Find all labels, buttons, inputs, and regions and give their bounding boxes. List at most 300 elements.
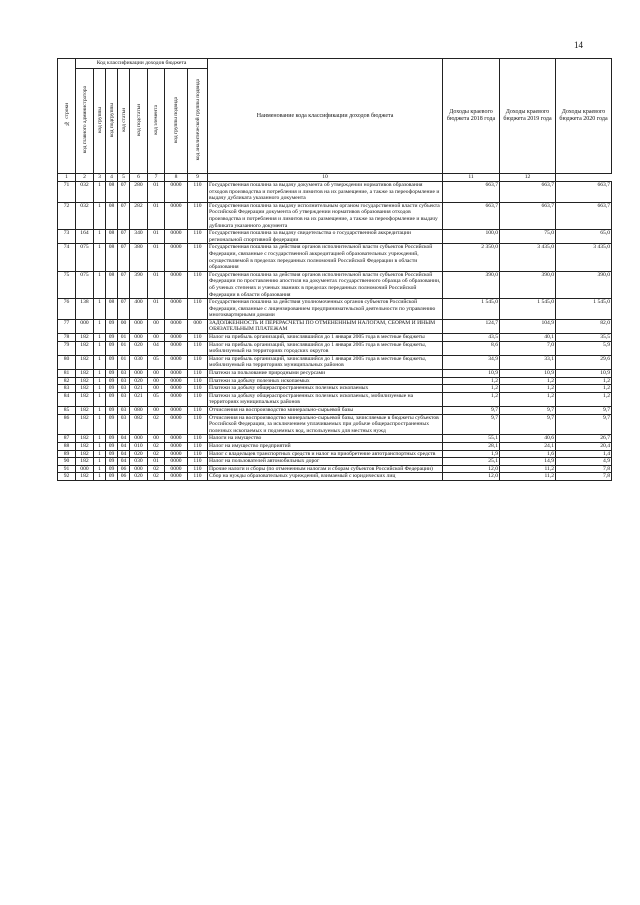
value-2018: 663,7: [443, 182, 500, 203]
value-2020: 663,7: [556, 182, 612, 203]
column-number: 9: [188, 174, 208, 182]
code-cell: 02: [148, 414, 165, 435]
code-cell: 110: [188, 465, 208, 473]
table-row: [58, 442, 612, 450]
code-cell: 07: [118, 202, 130, 229]
code-cell: 02: [148, 442, 165, 450]
code-cell: 09: [106, 319, 118, 333]
value-2019: 1,6: [500, 450, 556, 458]
code-cell: 0000: [165, 385, 188, 393]
value-2018: 28,1: [443, 442, 500, 450]
code-cell: 030: [130, 458, 148, 466]
value-2020: 35,5: [556, 334, 612, 342]
code-cell: 110: [188, 442, 208, 450]
code-cell: 0000: [165, 473, 188, 481]
code-cell: 110: [188, 414, 208, 435]
code-cell: 0000: [165, 334, 188, 342]
table-row: [58, 271, 612, 298]
code-cell: 182: [76, 355, 94, 369]
table-row: [58, 244, 612, 271]
row-name: Государственная пошлина за выдачу исполнительным органом государственной власти субъекта Российской Федерации документа об утверждении нормативов образования отходов производства и потребления и лимитов на их размещение, а также за переоформление и выдачу дубликата указанного документа: [208, 202, 443, 229]
code-cell: 110: [188, 473, 208, 481]
code-cell: 0000: [165, 182, 188, 203]
code-cell: 0000: [165, 435, 188, 443]
code-cell: 0000: [165, 377, 188, 385]
code-cell: 07: [118, 271, 130, 298]
code-cell: 110: [188, 385, 208, 393]
code-cell: 164: [76, 230, 94, 244]
row-number: 86: [58, 414, 76, 435]
code-cell: 182: [76, 414, 94, 435]
code-cell: 09: [106, 355, 118, 369]
code-cell: 182: [76, 473, 94, 481]
code-cell: 021: [130, 392, 148, 406]
value-2018: 1,9: [443, 450, 500, 458]
code-cell: 09: [106, 370, 118, 378]
row-name: Налог на пользователей автомобильных дорог: [208, 458, 443, 466]
row-number: 74: [58, 244, 76, 271]
code-cell: 1: [94, 299, 106, 320]
code-cell: 03: [118, 414, 130, 435]
column-number: 2: [76, 174, 94, 182]
value-2020: 390,0: [556, 271, 612, 298]
table-row: [58, 334, 612, 342]
code-cell: 110: [188, 341, 208, 355]
header-code-5: код подстатьи: [130, 69, 148, 174]
code-cell: 110: [188, 182, 208, 203]
value-2019: 11,2: [500, 473, 556, 481]
value-2018: 9,7: [443, 407, 500, 415]
code-cell: 04: [118, 458, 130, 466]
code-cell: 110: [188, 450, 208, 458]
code-cell: 000: [130, 319, 148, 333]
value-2020: 1 545,0: [556, 299, 612, 320]
value-2020: 1,4: [556, 450, 612, 458]
code-cell: 000: [130, 370, 148, 378]
code-cell: 000: [130, 435, 148, 443]
row-name: Государственная пошлина за действия органов исполнительной власти субъектов Российской Федерации, связанные с государственной аккредитацией образовательных учреждений, осуществляемой в пределах переданных полномочий Российской Федерации в области образования: [208, 244, 443, 271]
row-name: Налог на имущество предприятий: [208, 442, 443, 450]
code-cell: 110: [188, 230, 208, 244]
code-cell: 01: [148, 230, 165, 244]
page-number: 14: [574, 40, 583, 50]
value-2018: 8,6: [443, 341, 500, 355]
table-row: [58, 370, 612, 378]
row-name: Налог с владельцев транспортных средств и налог на приобретение автотранспортных средств: [208, 450, 443, 458]
value-2019: 1,2: [500, 392, 556, 406]
row-name: Платежи за добычу полезных ископаемых: [208, 377, 443, 385]
value-2019: 663,7: [500, 202, 556, 229]
table-row: [58, 392, 612, 406]
header-code-7: код группы подвида: [165, 69, 188, 174]
value-2018: 10,9: [443, 370, 500, 378]
row-number: 87: [58, 435, 76, 443]
code-cell: 110: [188, 271, 208, 298]
code-cell: 1: [94, 341, 106, 355]
code-cell: 1: [94, 271, 106, 298]
row-number: 78: [58, 334, 76, 342]
row-name: Государственная пошлина за действия органов исполнительной власти субъектов Российской Федерации по проставлению апостиля на документах государственного образца об образовании, об ученых степенях и ученых званиях в пределах переданных полномочий Российской Федерации в области образования: [208, 271, 443, 298]
value-2019: 7,0: [500, 341, 556, 355]
value-2020: 4,9: [556, 458, 612, 466]
code-cell: 06: [118, 473, 130, 481]
code-cell: 000: [76, 465, 94, 473]
code-cell: 0000: [165, 392, 188, 406]
code-cell: 1: [94, 414, 106, 435]
value-2020: 1,2: [556, 377, 612, 385]
header-row-number: № строки: [58, 59, 76, 174]
row-name: Государственная пошлина за выдачу документа об утверждении нормативов образования отходов производства и потребления и лимитов на их размещение, а также за переоформление и выдачу дубликата указанного документа: [208, 182, 443, 203]
code-cell: 01: [118, 355, 130, 369]
value-2020: 26,7: [556, 435, 612, 443]
code-cell: 110: [188, 392, 208, 406]
code-cell: 01: [148, 271, 165, 298]
table-row: [58, 319, 612, 333]
value-2020: 663,7: [556, 202, 612, 229]
row-name: Отчисления на воспроизводство минерально-сырьевой базы: [208, 407, 443, 415]
code-cell: 1: [94, 377, 106, 385]
code-cell: 1: [94, 334, 106, 342]
code-cell: 09: [106, 392, 118, 406]
column-number: 1: [58, 174, 76, 182]
code-cell: 1: [94, 230, 106, 244]
row-number: 92: [58, 473, 76, 481]
code-cell: 01: [148, 202, 165, 229]
row-number: 83: [58, 385, 76, 393]
table-row: [58, 182, 612, 203]
code-cell: 0000: [165, 271, 188, 298]
code-cell: 04: [118, 442, 130, 450]
code-cell: 110: [188, 435, 208, 443]
value-2020: 1,2: [556, 385, 612, 393]
row-name: Налог на прибыль организаций, зачислявшийся до 1 января 2005 года в местные бюджеты, мобилизуемый на территориях муниципальных районов: [208, 355, 443, 369]
code-cell: 0000: [165, 319, 188, 333]
value-2019: 104,9: [500, 319, 556, 333]
code-cell: 110: [188, 458, 208, 466]
code-cell: 01: [148, 299, 165, 320]
column-number: 6: [130, 174, 148, 182]
code-cell: 0000: [165, 465, 188, 473]
code-cell: 182: [76, 435, 94, 443]
code-cell: 03: [118, 370, 130, 378]
code-cell: 182: [76, 392, 94, 406]
code-cell: 09: [106, 473, 118, 481]
code-cell: 03: [118, 407, 130, 415]
code-cell: 390: [130, 271, 148, 298]
header-code-group: Код классификации доходов бюджета: [76, 59, 208, 69]
code-cell: 09: [106, 435, 118, 443]
value-2018: 100,0: [443, 230, 500, 244]
table-row: [58, 473, 612, 481]
code-cell: 110: [188, 244, 208, 271]
code-cell: 04: [118, 450, 130, 458]
code-cell: 01: [148, 244, 165, 271]
row-number: 72: [58, 202, 76, 229]
code-cell: 1: [94, 244, 106, 271]
header-code-3: код подгруппы: [106, 69, 118, 174]
value-2018: 1 545,0: [443, 299, 500, 320]
value-2019: 663,7: [500, 182, 556, 203]
code-cell: 03: [118, 385, 130, 393]
column-number: 4: [106, 174, 118, 182]
budget-revenue-table: [57, 58, 612, 481]
code-cell: 182: [76, 385, 94, 393]
code-cell: 09: [106, 407, 118, 415]
code-cell: 00: [148, 435, 165, 443]
column-number: 3: [94, 174, 106, 182]
row-number: 91: [58, 465, 76, 473]
code-cell: 1: [94, 182, 106, 203]
value-2018: 9,7: [443, 414, 500, 435]
value-2018: 12,0: [443, 465, 500, 473]
header-name: Наименование кода классификации доходов бюджета: [208, 59, 443, 174]
table-row: [58, 450, 612, 458]
code-cell: 08: [106, 202, 118, 229]
code-cell: 0000: [165, 458, 188, 466]
value-2020: 9,7: [556, 407, 612, 415]
row-number: 82: [58, 377, 76, 385]
value-2018: 390,0: [443, 271, 500, 298]
code-cell: 032: [76, 182, 94, 203]
value-2020: 82,0: [556, 319, 612, 333]
code-cell: 08: [106, 182, 118, 203]
code-cell: 00: [148, 377, 165, 385]
row-number: 88: [58, 442, 76, 450]
row-number: 73: [58, 230, 76, 244]
value-2020: 7,8: [556, 473, 612, 481]
code-cell: 01: [148, 182, 165, 203]
code-cell: 01: [148, 458, 165, 466]
code-cell: 000: [188, 319, 208, 333]
value-2020: 1,2: [556, 392, 612, 406]
column-number: 11: [443, 174, 500, 182]
header-code-4: код статьи: [118, 69, 130, 174]
table-row: [58, 230, 612, 244]
code-cell: 182: [76, 341, 94, 355]
value-2019: 11,2: [500, 465, 556, 473]
code-cell: 09: [106, 414, 118, 435]
code-cell: 0000: [165, 450, 188, 458]
code-cell: 02: [148, 473, 165, 481]
code-cell: 09: [106, 442, 118, 450]
row-number: 71: [58, 182, 76, 203]
value-2020: 10,9: [556, 370, 612, 378]
header-code-8: код аналитической группы подвида: [188, 69, 208, 174]
value-2020: 7,8: [556, 465, 612, 473]
code-cell: 09: [106, 465, 118, 473]
code-cell: 07: [118, 244, 130, 271]
value-2018: 663,7: [443, 202, 500, 229]
value-2020: 65,0: [556, 230, 612, 244]
table-row: [58, 414, 612, 435]
code-cell: 1: [94, 355, 106, 369]
header-year-2018: Доходы краевого бюджета 2018 года: [443, 59, 500, 174]
value-2018: 1,2: [443, 385, 500, 393]
code-cell: 08: [106, 299, 118, 320]
code-cell: 01: [118, 334, 130, 342]
value-2020: 5,9: [556, 341, 612, 355]
code-cell: 138: [76, 299, 94, 320]
code-cell: 182: [76, 377, 94, 385]
code-cell: 0000: [165, 230, 188, 244]
value-2018: 12,0: [443, 473, 500, 481]
code-cell: 280: [130, 182, 148, 203]
column-number: 12: [500, 174, 556, 182]
value-2019: 9,7: [500, 407, 556, 415]
code-cell: 00: [148, 334, 165, 342]
code-cell: 380: [130, 244, 148, 271]
code-cell: 110: [188, 299, 208, 320]
code-cell: 1: [94, 442, 106, 450]
code-cell: 05: [148, 355, 165, 369]
code-cell: 182: [76, 407, 94, 415]
column-number: 8: [165, 174, 188, 182]
code-cell: 0000: [165, 442, 188, 450]
code-cell: 01: [118, 341, 130, 355]
code-cell: 030: [130, 355, 148, 369]
value-2020: 3 435,0: [556, 244, 612, 271]
value-2020: 20,4: [556, 442, 612, 450]
code-cell: 182: [76, 458, 94, 466]
code-cell: 00: [148, 319, 165, 333]
row-name: Платежи за пользование природными ресурсами: [208, 370, 443, 378]
code-cell: 0000: [165, 407, 188, 415]
code-cell: 282: [130, 202, 148, 229]
column-number: 5: [118, 174, 130, 182]
row-name: Государственная пошлина за выдачу свидетельства о государственной аккредитации региональной спортивной федерации: [208, 230, 443, 244]
code-cell: 0000: [165, 244, 188, 271]
value-2019: 24,1: [500, 442, 556, 450]
value-2018: 124,7: [443, 319, 500, 333]
code-cell: 000: [130, 465, 148, 473]
code-cell: 182: [76, 450, 94, 458]
code-cell: 09: [106, 450, 118, 458]
row-number: 89: [58, 450, 76, 458]
code-cell: 09: [106, 341, 118, 355]
value-2019: 40,6: [500, 435, 556, 443]
code-cell: 1: [94, 370, 106, 378]
code-cell: 1: [94, 392, 106, 406]
code-cell: 182: [76, 442, 94, 450]
row-name: Государственная пошлина за действия уполномоченных органов субъектов Российской Федерации, связанные с лицензированием предпринимательской деятельности по управлению многоквартирными домами: [208, 299, 443, 320]
value-2019: 390,0: [500, 271, 556, 298]
row-number: 75: [58, 271, 76, 298]
code-cell: 08: [106, 230, 118, 244]
row-number: 80: [58, 355, 76, 369]
code-cell: 1: [94, 319, 106, 333]
code-cell: 000: [76, 319, 94, 333]
code-cell: 0000: [165, 370, 188, 378]
table-row: [58, 341, 612, 355]
value-2019: 33,1: [500, 355, 556, 369]
code-cell: 010: [130, 442, 148, 450]
code-cell: 02: [148, 450, 165, 458]
value-2019: 3 435,0: [500, 244, 556, 271]
value-2019: 40,1: [500, 334, 556, 342]
value-2018: 55,1: [443, 435, 500, 443]
code-cell: 00: [148, 370, 165, 378]
row-name: Платежи за добычу общераспространенных полезных ископаемых, мобилизуемые на территориях муниципальных районов: [208, 392, 443, 406]
value-2018: 1,2: [443, 392, 500, 406]
code-cell: 110: [188, 202, 208, 229]
code-cell: 075: [76, 244, 94, 271]
code-cell: 1: [94, 407, 106, 415]
code-cell: 075: [76, 271, 94, 298]
code-cell: 110: [188, 407, 208, 415]
row-name: Прочие налоги и сборы (по отмененным налогам и сборам субъектов Российской Федерации): [208, 465, 443, 473]
code-cell: 07: [118, 299, 130, 320]
code-cell: 020: [130, 377, 148, 385]
code-cell: 1: [94, 465, 106, 473]
table-row: [58, 465, 612, 473]
code-cell: 032: [76, 202, 94, 229]
row-name: Налоги на имущество: [208, 435, 443, 443]
value-2018: 2 350,0: [443, 244, 500, 271]
value-2019: 9,7: [500, 414, 556, 435]
code-cell: 1: [94, 450, 106, 458]
table-row: [58, 202, 612, 229]
column-number: 7: [148, 174, 165, 182]
row-number: 77: [58, 319, 76, 333]
table-row: [58, 458, 612, 466]
code-cell: 082: [130, 414, 148, 435]
code-cell: 340: [130, 230, 148, 244]
code-cell: 08: [106, 244, 118, 271]
code-cell: 09: [106, 334, 118, 342]
code-cell: 05: [148, 392, 165, 406]
value-2019: 10,9: [500, 370, 556, 378]
row-number: 84: [58, 392, 76, 406]
row-name: Налог на прибыль организаций, зачислявшийся до 1 января 2005 года в местные бюджеты, мобилизуемый на территориях городских округов: [208, 341, 443, 355]
value-2019: 1,2: [500, 385, 556, 393]
code-cell: 1: [94, 473, 106, 481]
row-number: 81: [58, 370, 76, 378]
code-cell: 0000: [165, 299, 188, 320]
row-name: ЗАДОЛЖЕННОСТЬ И ПЕРЕРАСЧЕТЫ ПО ОТМЕНЕННЫМ НАЛОГАМ, СБОРАМ И ИНЫМ ОБЯЗАТЕЛЬНЫМ ПЛАТЕЖАМ: [208, 319, 443, 333]
code-cell: 1: [94, 202, 106, 229]
code-cell: 020: [130, 341, 148, 355]
row-number: 79: [58, 341, 76, 355]
row-name: Платежи за добычу общераспространенных полезных ископаемых: [208, 385, 443, 393]
code-cell: 00: [118, 319, 130, 333]
code-cell: 1: [94, 458, 106, 466]
value-2018: 25,1: [443, 458, 500, 466]
value-2018: 34,9: [443, 355, 500, 369]
code-cell: 020: [130, 473, 148, 481]
code-cell: 110: [188, 334, 208, 342]
code-cell: 000: [130, 334, 148, 342]
value-2019: 75,0: [500, 230, 556, 244]
code-cell: 110: [188, 377, 208, 385]
code-cell: 07: [118, 230, 130, 244]
code-cell: 08: [106, 271, 118, 298]
code-cell: 182: [76, 334, 94, 342]
code-cell: 020: [130, 450, 148, 458]
code-cell: 03: [118, 377, 130, 385]
header-year-2020: Доходы краевого бюджета 2020 года: [556, 59, 612, 174]
code-cell: 02: [148, 465, 165, 473]
row-number: 76: [58, 299, 76, 320]
code-cell: 00: [148, 385, 165, 393]
table-row: [58, 299, 612, 320]
value-2019: 1,2: [500, 377, 556, 385]
code-cell: 0000: [165, 341, 188, 355]
header-code-6: код элемента: [148, 69, 165, 174]
code-cell: 021: [130, 385, 148, 393]
row-number: 90: [58, 458, 76, 466]
row-number: 85: [58, 407, 76, 415]
table-row: [58, 377, 612, 385]
